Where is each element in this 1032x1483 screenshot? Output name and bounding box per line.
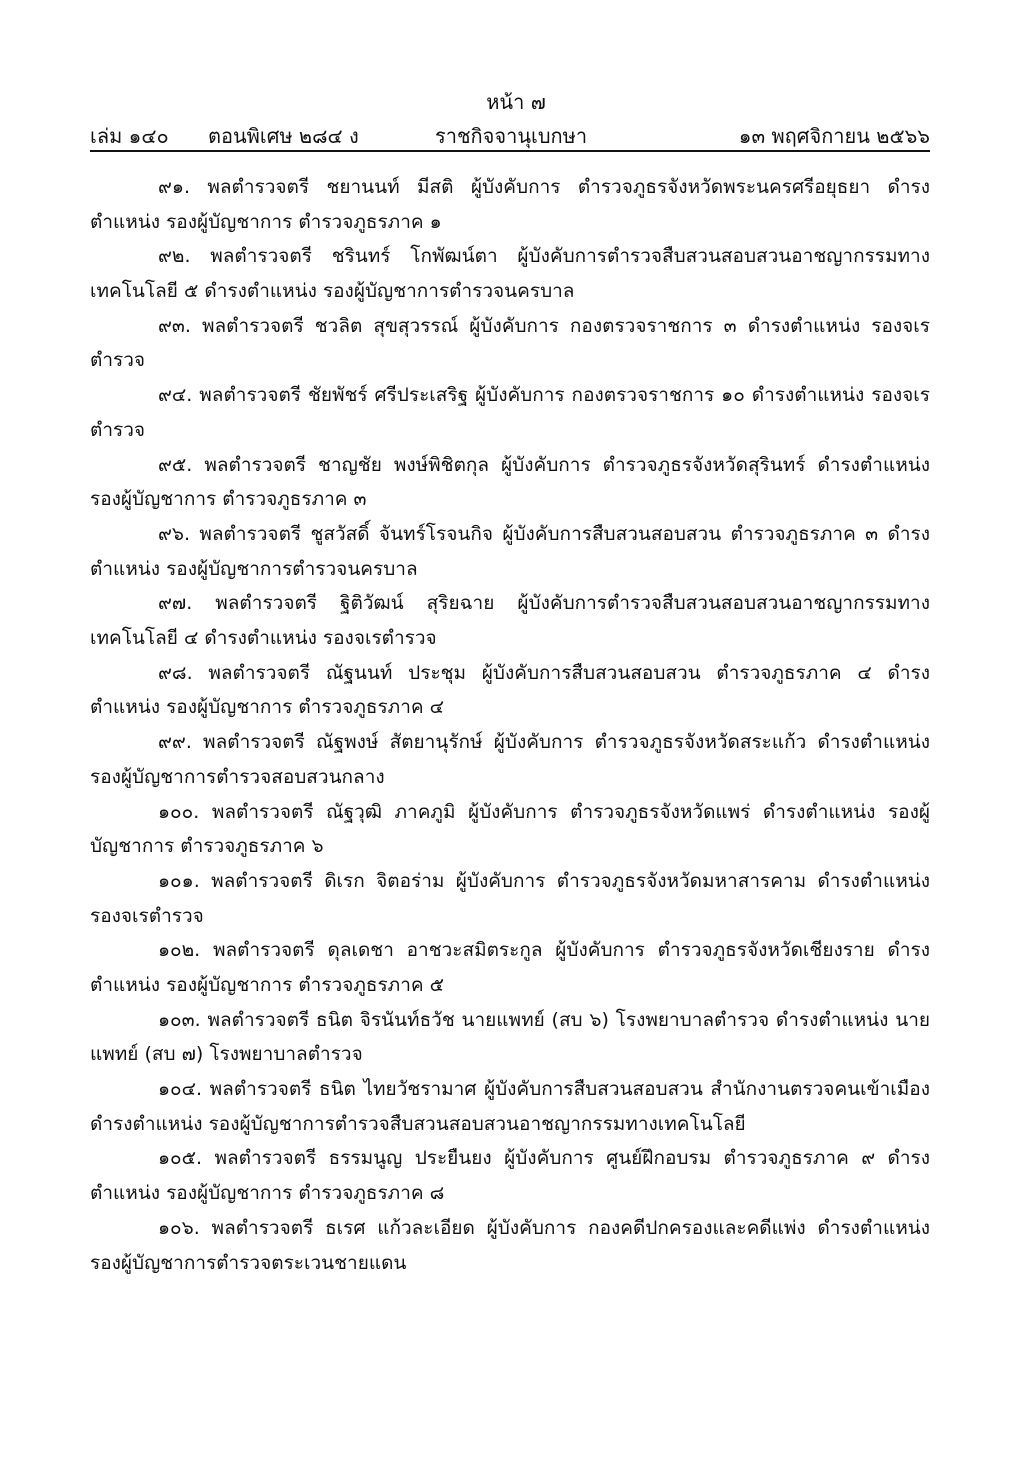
appointment-entry: ๙๓. พลตำรวจตรี ชวลิต สุขสุวรรณ์ ผู้บังคับการ กองตรวจราชการ ๓ ดำรงตำแหน่ง รองจเรตำรวจ [90,314,930,372]
appointment-entry: ๑๐๔. พลตำรวจตรี ธนิต ไทยวัชรามาศ ผู้บังคับการสืบสวนสอบสวน สำนักงานตรวจคนเข้าเมือง ดำรงตำแหน่ง รองผู้บัญชาการตำรวจสืบสวนสอบสวนอาชญากรรมทางเทคโนโลยี [90,1078,930,1135]
appointment-entry: ๙๑. พลตำรวจตรี ชยานนท์ มีสติ ผู้บังคับการ ตำรวจภูธรจังหวัดพระนครศรีอยุธยา ดำรงตำแหน่ง รองผู้บัญชาการ ตำรวจภูธรภาค ๑ [90,176,930,233]
page-number: หน้า ๗ [486,90,546,114]
appointment-entry: ๑๐๓. พลตำรวจตรี ธนิต จิรนันท์ธวัช นายแพทย์ (สบ ๖) โรงพยาบาลตำรวจ ดำรงตำแหน่ง นายแพทย์ (สบ ๗) โรงพยาบาลตำรวจ [90,1008,930,1066]
appointment-entry: ๙๔. พลตำรวจตรี ชัยพัชร์ ศรีประเสริฐ ผู้บังคับการ กองตรวจราชการ ๑๐ ดำรงตำแหน่ง รองจเรตำรวจ [90,384,930,441]
issue-number: ตอนพิเศษ ๒๘๔ ง [208,124,359,148]
appointment-entry: ๑๐๕. พลตำรวจตรี ธรรมนูญ ประยืนยง ผู้บังคับการ ศูนย์ฝึกอบรม ตำรวจภูธรภาค ๙ ดำรงตำแหน่ง รองผู้บัญชาการ ตำรวจภูธรภาค ๘ [90,1147,930,1205]
appointment-entry: ๙๒. พลตำรวจตรี ชรินทร์ โกพัฒน์ตา ผู้บังคับการตำรวจสืบสวนสอบสวนอาชญากรรมทางเทคโนโลยี ๕ ดำรงตำแหน่ง รองผู้บัญชาการตำรวจนครบาล [90,245,930,303]
header-divider [90,150,930,152]
appointment-entry: ๙๙. พลตำรวจตรี ณัฐพงษ์ สัตยานุรักษ์ ผู้บังคับการ ตำรวจภูธรจังหวัดสระแก้ว ดำรงตำแหน่ง รองผู้บัญชาการตำรวจสอบสวนกลาง [90,731,930,788]
gazette-header [90,120,930,150]
appointment-entry: ๑๐๑. พลตำรวจตรี ดิเรก จิตอร่าม ผู้บังคับการ ตำรวจภูธรจังหวัดมหาสารคาม ดำรงตำแหน่ง รองจเรตำรวจ [90,869,930,927]
publication-date: ๑๓ พฤศจิกายน ๒๕๖๖ [738,124,930,148]
appointment-entry: ๙๘. พลตำรวจตรี ณัฐนนท์ ประชุม ผู้บังคับการสืบสวนสอบสวน ตำรวจภูธรภาค ๔ ดำรงตำแหน่ง รองผู้บัญชาการ ตำรวจภูธรภาค ๔ [90,661,930,719]
appointment-entry: ๑๐๒. พลตำรวจตรี ดุลเดชา อาชวะสมิตระกูล ผู้บังคับการ ตำรวจภูธรจังหวัดเชียงราย ดำรงตำแหน่ง รองผู้บัญชาการ ตำรวจภูธรภาค ๕ [90,939,930,996]
appointment-entry: ๙๗. พลตำรวจตรี ฐิติวัฒน์ สุริยฉาย ผู้บังคับการตำรวจสืบสวนสอบสวนอาชญากรรมทางเทคโนโลยี ๔ ดำรงตำแหน่ง รองจเรตำรวจ [90,592,930,650]
appointment-entry: ๙๕. พลตำรวจตรี ชาญชัย พงษ์พิชิตกุล ผู้บังคับการ ตำรวจภูธรจังหวัดสุรินทร์ ดำรงตำแหน่ง รองผู้บัญชาการ ตำรวจภูธรภาค ๓ [90,453,930,511]
appointment-list [90,170,930,1280]
gazette-title: ราชกิจจานุเบกษา [435,124,588,148]
appointment-entry: ๙๖. พลตำรวจตรี ชูสวัสดิ์ จันทร์โรจนกิจ ผู้บังคับการสืบสวนสอบสวน ตำรวจภูธรภาค ๓ ดำรงตำแหน่ง รองผู้บัญชาการตำรวจนครบาล [90,522,930,580]
appointment-entry: ๑๐๖. พลตำรวจตรี ธเรศ แก้วละเอียด ผู้บังคับการ กองคดีปกครองและคดีแพ่ง ดำรงตำแหน่ง รองผู้บัญชาการตำรวจตระเวนชายแดน [90,1216,930,1274]
volume-number: เล่ม ๑๔๐ [90,124,169,148]
appointment-entry: ๑๐๐. พลตำรวจตรี ณัฐวุฒิ ภาคภูมิ ผู้บังคับการ ตำรวจภูธรจังหวัดแพร่ ดำรงตำแหน่ง รองผู้บัญชาการ ตำรวจภูธรภาค ๖ [90,800,930,858]
